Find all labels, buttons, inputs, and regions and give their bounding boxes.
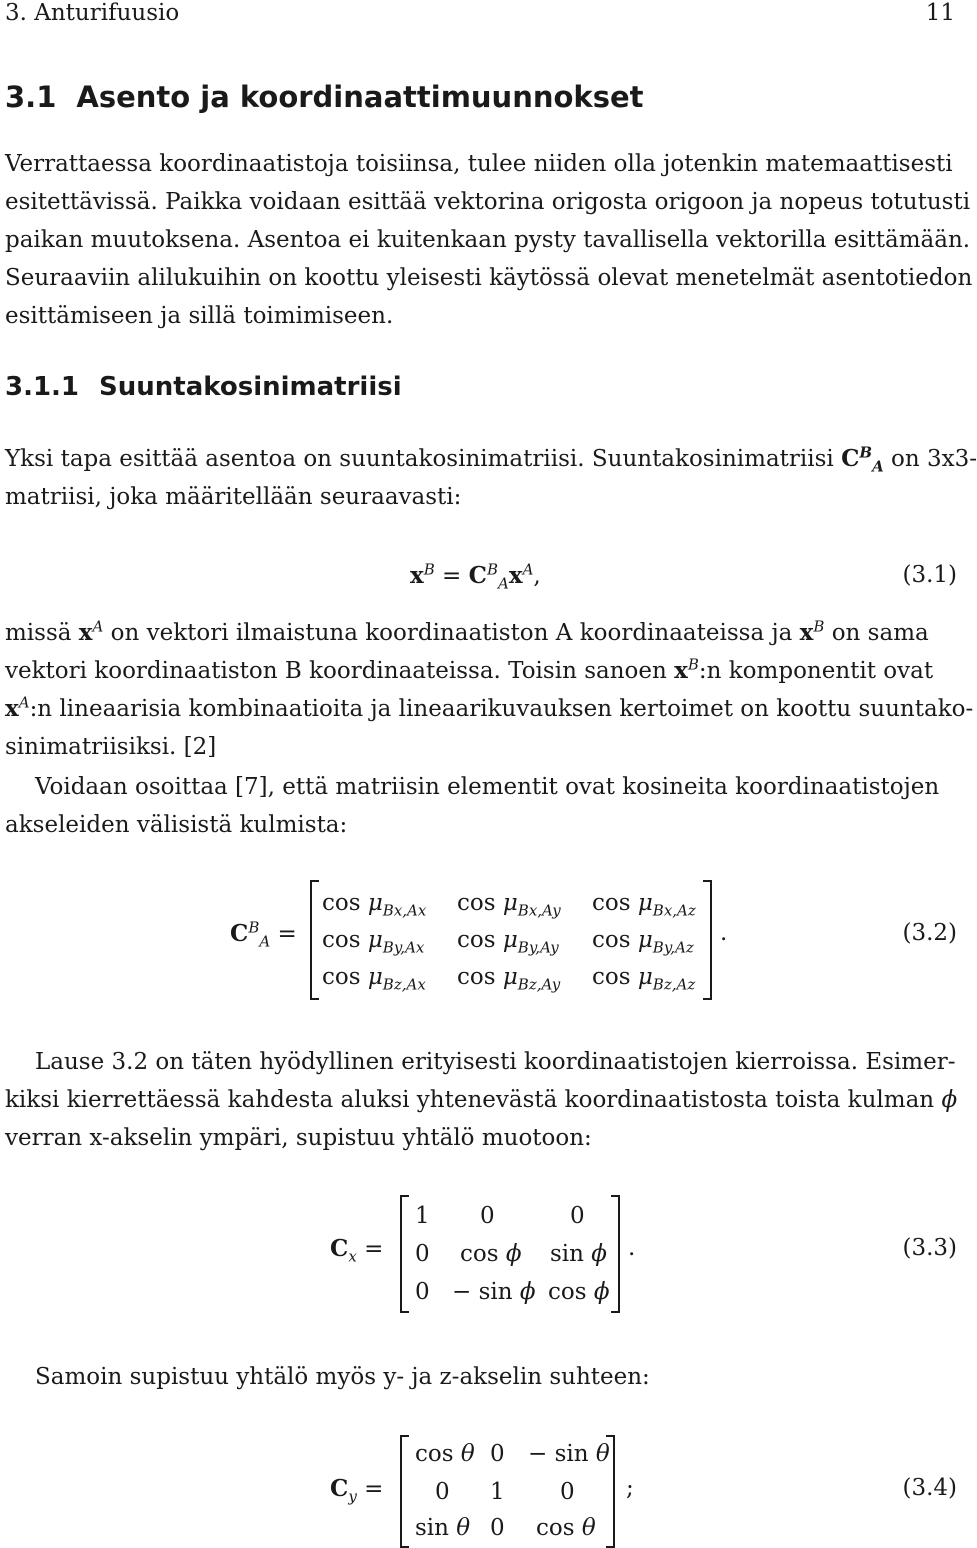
left-bracket bbox=[400, 1435, 409, 1548]
equation-lhs: $C_x$ = bbox=[330, 1235, 384, 1266]
running-head bbox=[5, 0, 955, 30]
matrix-cell: $\cos \mu_{Bz,Ay}$ bbox=[457, 964, 561, 994]
text-run: Lause 3.2 on täten hyödyllinen erityisesti koordinaatistojen kierroissa. Esimer- bbox=[35, 1049, 956, 1075]
text-line: vektori koordinaatiston B koordinaateissa. Toisin sanoen $x^B:n$ komponentit ovat bbox=[5, 655, 934, 684]
equation-3-1 bbox=[0, 562, 957, 598]
right-bracket bbox=[611, 1195, 620, 1313]
matrix-cell: sin θ bbox=[415, 1515, 471, 1541]
where-paragraph bbox=[5, 614, 974, 766]
text-run: Voidaan osoittaa [7], että matriisin elementit ovat kosineita koordinaatistojen bbox=[35, 774, 940, 800]
matrix-cell: 0 bbox=[490, 1441, 505, 1467]
rotation-matrix-x bbox=[400, 1195, 620, 1313]
page-number: 11 bbox=[925, 0, 955, 26]
text-run: vektori koordinaatiston B koordinaateissa. Toisin sanoen bbox=[5, 658, 667, 684]
equation-lhs: $C_y$ = bbox=[330, 1475, 384, 1506]
text-line: Seuraaviin alilukuihin on koottu yleisesti käytössä olevat menetelmät asentotiedon bbox=[5, 265, 973, 291]
text-run: :n lineaarisia kombinaatioita ja lineaarikuvauksen kertoimet on koottu suuntako- bbox=[29, 696, 974, 722]
matrix-cell: $\cos \mu_{Bx,Az}$ bbox=[592, 890, 696, 920]
text-line bbox=[5, 440, 977, 478]
equation-number: (3.2) bbox=[902, 920, 957, 946]
equation-lhs: $C^B_A$ = bbox=[230, 918, 297, 951]
matrix-cell: $\cos \mu_{By,Az}$ bbox=[592, 927, 694, 957]
equation-number: (3.1) bbox=[902, 562, 957, 588]
section-heading bbox=[5, 80, 644, 114]
text-run: kiksi kierrettäessä kahdesta aluksi yhtenevästä koordinaatistosta toista kulman bbox=[5, 1087, 935, 1113]
matrix-cell: 0 bbox=[435, 1479, 450, 1505]
direction-cosine-matrix bbox=[310, 880, 712, 1000]
text-line: kiksi kierrettäessä kahdesta aluksi yhtenevästä koordinaatistosta toista kulman ϕ bbox=[5, 1087, 958, 1113]
matrix-cell: $\cos \mu_{By,Ay}$ bbox=[457, 927, 559, 957]
section-title: Asento ja koordinaattimuunnokset bbox=[76, 80, 644, 114]
left-bracket bbox=[310, 880, 319, 1000]
matrix-cell: 1 bbox=[490, 1479, 505, 1505]
equation-period: . bbox=[720, 920, 728, 946]
text-run: Yksi tapa esittää asentoa on suuntakosinimatriisi. Suuntakosinimatriisi bbox=[5, 446, 834, 472]
matrix-cell: cos ϕ bbox=[548, 1279, 610, 1305]
running-head-chapter: 3. Anturifuusio bbox=[5, 0, 180, 26]
matrix-cell: $\cos \mu_{Bx,Ay}$ bbox=[457, 890, 561, 920]
matrix-cell: $\cos \mu_{Bz,Az}$ bbox=[592, 964, 696, 994]
samoin-paragraph bbox=[5, 1358, 957, 1396]
matrix-cell: $\cos \mu_{Bz,Ax}$ bbox=[322, 964, 426, 994]
text-line: esittämiseen ja sillä toimimiseen. bbox=[5, 303, 394, 329]
matrix-cell: 1 bbox=[415, 1203, 430, 1229]
subsection-title: Suuntakosinimatriisi bbox=[99, 372, 402, 402]
equation-body: $x^B = C^B_Ax^A$, bbox=[410, 560, 541, 593]
text-line: sinimatriisiksi. [2] bbox=[5, 734, 217, 760]
text-line bbox=[5, 1358, 957, 1396]
equation-3-4 bbox=[0, 1435, 957, 1548]
equation-3-2 bbox=[0, 880, 957, 1000]
text-line: $x^A:n$ lineaarisia kombinaatioita ja lineaarikuvauksen kertoimet on koottu suuntako- bbox=[5, 693, 974, 722]
left-bracket bbox=[400, 1195, 409, 1313]
matrix-cell: cos θ bbox=[415, 1441, 475, 1467]
text-run: missä bbox=[5, 620, 72, 646]
matrix-cell: 0 bbox=[415, 1241, 430, 1267]
matrix-cell: cos ϕ bbox=[460, 1241, 522, 1267]
math-C-B-A: $C^B_A$ bbox=[841, 443, 884, 476]
text-line: paikan muutoksena. Asentoa ei kuitenkaan pysty tavallisella vektorilla esittämään. bbox=[5, 227, 971, 253]
text-line bbox=[5, 768, 957, 806]
matrix-cell: 0 bbox=[415, 1279, 430, 1305]
text-run: on vektori ilmaistuna koordinaatiston A koordinaateissa ja bbox=[110, 620, 793, 646]
text-line bbox=[5, 1043, 957, 1081]
matrix-cell: − sin ϕ bbox=[452, 1279, 536, 1305]
text-run: :n komponentit ovat bbox=[698, 658, 934, 684]
dcm-intro-paragraph bbox=[5, 440, 977, 516]
right-bracket bbox=[703, 880, 712, 1000]
text-line: matriisi, joka määritellään seuraavasti: bbox=[5, 484, 462, 510]
equation-number: (3.4) bbox=[902, 1475, 957, 1501]
text-run: on 3x3- bbox=[891, 446, 977, 472]
text-run: Samoin supistuu yhtälö myös y- ja z-akselin suhteen: bbox=[35, 1364, 650, 1390]
subsection-number: 3.1.1 bbox=[5, 372, 80, 402]
equation-3-3 bbox=[0, 1195, 957, 1313]
matrix-cell: 0 bbox=[490, 1515, 505, 1541]
matrix-cell: $\cos \mu_{Bx,Ax}$ bbox=[322, 890, 427, 920]
subsection-heading bbox=[5, 372, 402, 402]
matrix-cell: − sin θ bbox=[528, 1441, 610, 1467]
matrix-cell: 0 bbox=[570, 1203, 585, 1229]
text-line: verran x-akselin ympäri, supistuu yhtälö muotoon: bbox=[5, 1125, 592, 1151]
equation-period: . bbox=[628, 1235, 636, 1261]
text-line: esitettävissä. Paikka voidaan esittää vektorina origosta origoon ja nopeus totutusti bbox=[5, 189, 971, 215]
text-line: akseleiden välisistä kulmista: bbox=[5, 812, 348, 838]
matrix-cell: 0 bbox=[480, 1203, 495, 1229]
text-run: on sama bbox=[831, 620, 929, 646]
text-line: missä $x^A$ on vektori ilmaistuna koordinaatiston A koordinaateissa ja $x^B$ on sama bbox=[5, 617, 929, 646]
lause-paragraph bbox=[5, 1043, 957, 1157]
cosine-paragraph bbox=[5, 768, 957, 844]
matrix-cell: 0 bbox=[560, 1479, 575, 1505]
equation-semicolon: ; bbox=[626, 1475, 634, 1501]
matrix-cell: sin ϕ bbox=[550, 1241, 607, 1267]
matrix-cell: $\cos \mu_{By,Ax}$ bbox=[322, 927, 425, 957]
equation-number: (3.3) bbox=[902, 1235, 957, 1261]
matrix-cell: cos θ bbox=[536, 1515, 596, 1541]
rotation-matrix-y bbox=[400, 1435, 615, 1548]
intro-paragraph bbox=[5, 145, 973, 335]
section-number: 3.1 bbox=[5, 80, 57, 114]
text-line: Verrattaessa koordinaatistoja toisiinsa, tulee niiden olla jotenkin matemaattisesti bbox=[5, 151, 953, 177]
